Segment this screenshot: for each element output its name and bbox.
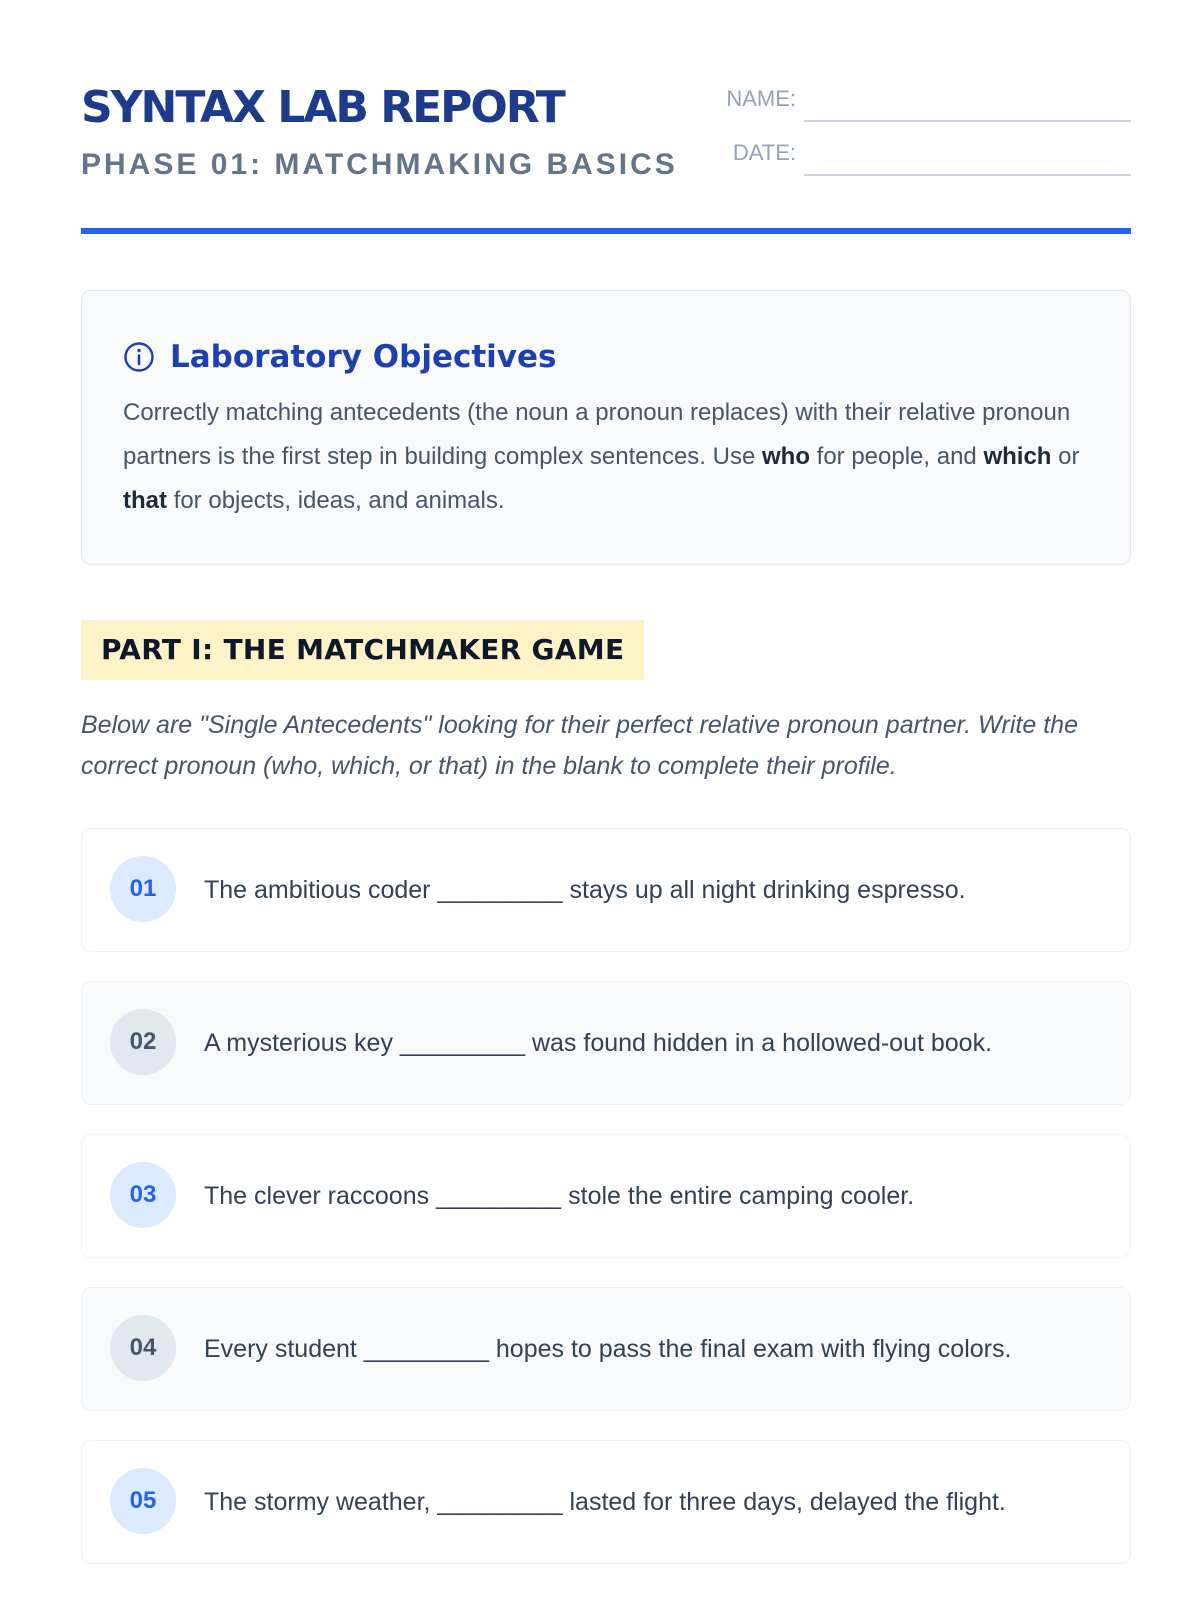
- item-number-badge: 03: [110, 1162, 176, 1228]
- report-subtitle: PHASE 01: MATCHMAKING BASICS: [81, 148, 678, 181]
- objectives-text-3: or: [1051, 443, 1080, 470]
- objectives-text-2: for people, and: [809, 443, 984, 470]
- objectives-box: [81, 290, 1131, 565]
- item-number-badge: 01: [110, 856, 176, 922]
- exercise-list: [81, 828, 1131, 1593]
- objectives-title: Laboratory Objectives: [170, 339, 557, 375]
- header-divider: [81, 228, 1131, 234]
- part-heading: PART I: THE MATCHMAKER GAME: [81, 620, 644, 680]
- objectives-text: [123, 391, 1083, 523]
- item-sentence[interactable]: Every student _________ hopes to pass the final exam with flying colors.: [204, 1335, 1012, 1363]
- item-number-badge: 02: [110, 1009, 176, 1075]
- item-number-badge: 04: [110, 1315, 176, 1381]
- report-header: [81, 80, 1131, 240]
- exercise-item: [81, 828, 1131, 952]
- keyword-that: that: [123, 487, 167, 514]
- date-field[interactable]: [721, 136, 1131, 176]
- exercise-item: [81, 981, 1131, 1105]
- date-label: DATE:: [732, 140, 796, 165]
- instructions: Below are "Single Antecedents" looking for their perfect relative pronoun partner. Write the correct pronoun (who, which, or that) in the blank to complete their profile.: [81, 711, 1078, 780]
- keyword-which: which: [983, 443, 1052, 470]
- exercise-item: [81, 1287, 1131, 1411]
- report-title: SYNTAX LAB REPORT: [81, 82, 564, 133]
- info-icon: [123, 341, 155, 373]
- exercise-item: [81, 1440, 1131, 1564]
- item-sentence[interactable]: A mysterious key _________ was found hidden in a hollowed-out book.: [204, 1029, 993, 1057]
- keyword-who: who: [761, 443, 810, 470]
- date-line[interactable]: [804, 174, 1131, 176]
- exercise-item: [81, 1134, 1131, 1258]
- item-sentence[interactable]: The ambitious coder _________ stays up all night drinking espresso.: [204, 876, 966, 904]
- item-sentence[interactable]: The stormy weather, _________ lasted for three days, delayed the flight.: [204, 1488, 1006, 1516]
- objectives-text-4: for objects, ideas, and animals.: [167, 487, 505, 514]
- name-field[interactable]: [721, 82, 1131, 122]
- item-number-badge: 05: [110, 1468, 176, 1534]
- objectives-text-1: Correctly matching antecedents (the noun a pronoun replaces) with their relative pronoun partners is the first step in building complex sentences. Use: [123, 399, 1071, 470]
- name-line[interactable]: [804, 120, 1131, 122]
- name-label: NAME:: [726, 86, 796, 111]
- item-sentence[interactable]: The clever raccoons _________ stole the entire camping cooler.: [204, 1182, 915, 1210]
